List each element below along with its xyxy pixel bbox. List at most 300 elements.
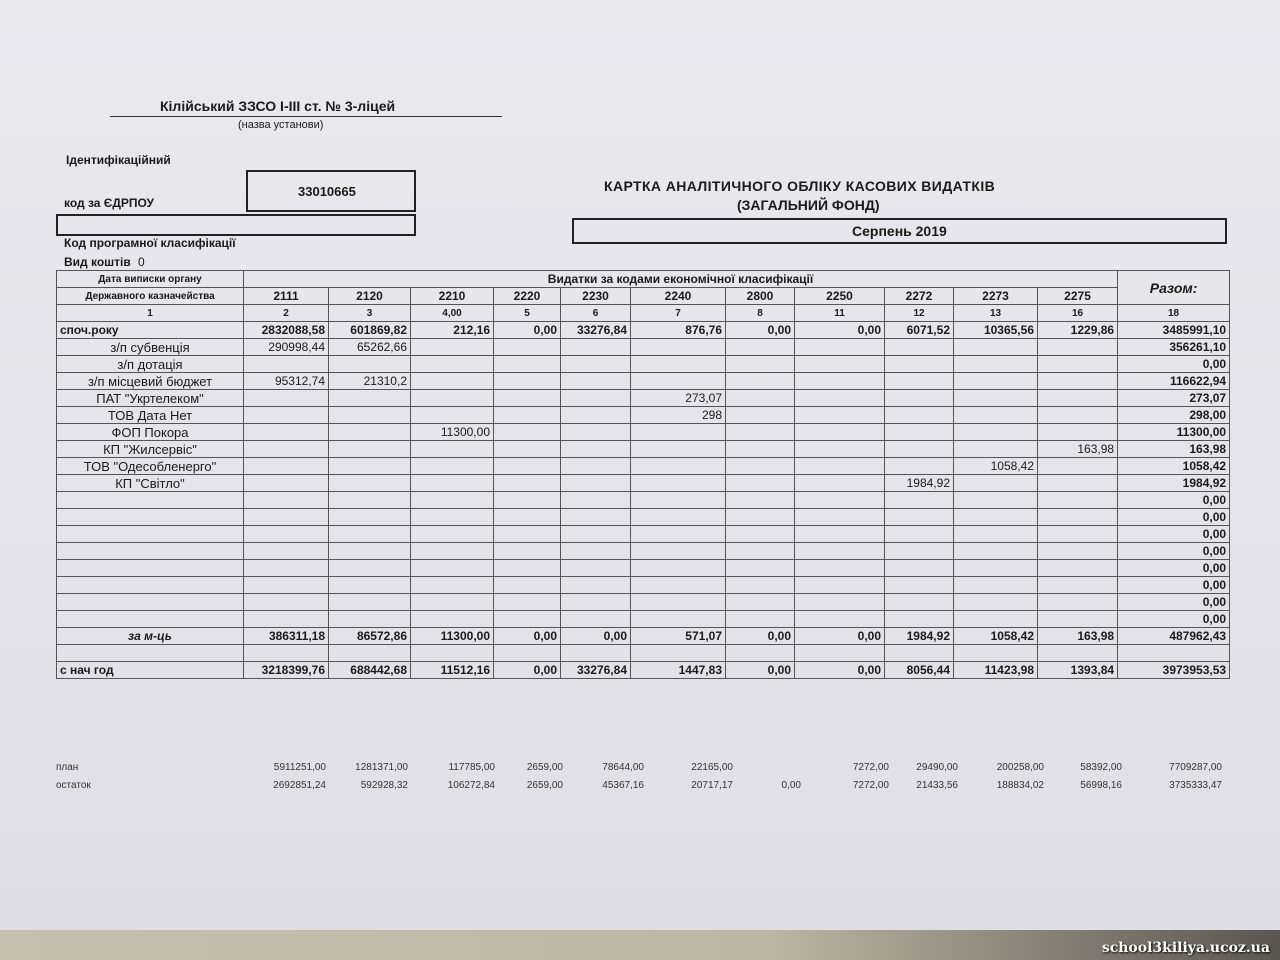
amount-cell	[726, 577, 795, 594]
amount-cell	[726, 458, 795, 475]
amount-cell	[561, 526, 631, 543]
plan-value: 5911251,00	[273, 762, 326, 773]
amount-cell: 1984,92	[885, 475, 954, 492]
row-total: 0,00	[1118, 611, 1230, 628]
amount-cell	[1038, 560, 1118, 577]
column-number: 7	[631, 305, 726, 322]
balance-value: 56998,16	[1080, 780, 1122, 791]
amount-cell	[954, 560, 1038, 577]
amount-cell	[494, 373, 561, 390]
table-row	[57, 441, 1230, 458]
row-label	[57, 611, 244, 628]
amount-cell	[1038, 594, 1118, 611]
amount-cell	[726, 526, 795, 543]
amount-cell: 0,00	[494, 322, 561, 339]
code-header: 2210	[411, 288, 494, 305]
amount-cell: 298	[631, 407, 726, 424]
row-total: 0,00	[1118, 594, 1230, 611]
row-label: споч.року	[57, 322, 244, 339]
amount-cell	[726, 594, 795, 611]
date-header-line1: Дата виписки органу	[57, 271, 244, 288]
amount-cell: 0,00	[795, 322, 885, 339]
funds-value: 0	[138, 255, 145, 269]
row-label: з/п субвенція	[57, 339, 244, 356]
plan-value: 7709287,00	[1169, 762, 1222, 773]
amount-cell: 1447,83	[631, 662, 726, 679]
desk-surface	[0, 930, 1280, 960]
amount-cell	[244, 509, 329, 526]
amount-cell	[411, 594, 494, 611]
amount-cell	[1038, 577, 1118, 594]
amount-cell	[885, 594, 954, 611]
amount-cell	[411, 611, 494, 628]
amount-cell	[631, 577, 726, 594]
amount-cell	[244, 526, 329, 543]
column-number: 6	[561, 305, 631, 322]
spacer-cell	[726, 645, 795, 662]
row-label	[57, 526, 244, 543]
amount-cell	[411, 390, 494, 407]
amount-cell	[954, 441, 1038, 458]
column-number-row	[57, 305, 1230, 322]
row-label: за м-ць	[57, 628, 244, 645]
amount-cell: 95312,74	[244, 373, 329, 390]
amount-cell	[885, 543, 954, 560]
amount-cell: 0,00	[561, 628, 631, 645]
site-watermark: school3kiliya.ucoz.ua	[1101, 940, 1270, 956]
table-row	[57, 611, 1230, 628]
amount-cell: 0,00	[795, 628, 885, 645]
institution-underline	[110, 116, 502, 117]
amount-cell	[329, 611, 411, 628]
row-total: 0,00	[1118, 509, 1230, 526]
amount-cell: 1058,42	[954, 458, 1038, 475]
amount-cell	[561, 458, 631, 475]
balance-value: 7272,00	[852, 780, 889, 791]
amount-cell	[885, 441, 954, 458]
amount-cell	[494, 526, 561, 543]
spacer-cell	[411, 645, 494, 662]
column-number: 4,00	[411, 305, 494, 322]
amount-cell: 273,07	[631, 390, 726, 407]
amount-cell	[885, 356, 954, 373]
amount-cell	[561, 543, 631, 560]
balance-value: 3735333,47	[1169, 780, 1222, 791]
amount-cell: 21310,2	[329, 373, 411, 390]
amount-cell: 0,00	[726, 662, 795, 679]
amount-cell	[954, 407, 1038, 424]
amount-cell	[885, 577, 954, 594]
amount-cell	[885, 526, 954, 543]
amount-cell	[411, 560, 494, 577]
amount-cell	[494, 560, 561, 577]
amount-cell	[1038, 509, 1118, 526]
amount-cell	[329, 424, 411, 441]
amount-cell	[1038, 407, 1118, 424]
amount-cell	[954, 424, 1038, 441]
table-row	[57, 560, 1230, 577]
amount-cell	[726, 424, 795, 441]
plan-value: 7272,00	[852, 762, 889, 773]
amount-cell	[954, 611, 1038, 628]
plan-label: план	[56, 762, 79, 773]
amount-cell	[795, 390, 885, 407]
amount-cell	[954, 390, 1038, 407]
amount-cell	[954, 526, 1038, 543]
amount-cell	[954, 475, 1038, 492]
plan-value: 22165,00	[691, 762, 733, 773]
amount-cell	[244, 458, 329, 475]
amount-cell	[885, 560, 954, 577]
spacer-cell	[885, 645, 954, 662]
amount-cell	[244, 407, 329, 424]
row-label: ТОВ Дата Нет	[57, 407, 244, 424]
amount-cell	[561, 339, 631, 356]
amount-cell	[329, 492, 411, 509]
plan-value: 117785,00	[448, 762, 495, 773]
amount-cell	[795, 543, 885, 560]
amount-cell	[885, 611, 954, 628]
plan-value: 2659,00	[526, 762, 563, 773]
amount-cell	[885, 407, 954, 424]
amount-cell	[954, 509, 1038, 526]
amount-cell: 876,76	[631, 322, 726, 339]
amount-cell	[726, 390, 795, 407]
amount-cell	[795, 373, 885, 390]
amount-cell	[795, 356, 885, 373]
column-number: 1	[57, 305, 244, 322]
code-header: 2120	[329, 288, 411, 305]
amount-cell	[726, 560, 795, 577]
amount-cell	[795, 492, 885, 509]
amount-cell	[631, 611, 726, 628]
row-label	[57, 492, 244, 509]
row-total: 11300,00	[1118, 424, 1230, 441]
column-number: 13	[954, 305, 1038, 322]
amount-cell	[726, 475, 795, 492]
amount-cell	[631, 475, 726, 492]
row-total: 273,07	[1118, 390, 1230, 407]
amount-cell	[1038, 492, 1118, 509]
row-total: 298,00	[1118, 407, 1230, 424]
amount-cell	[329, 441, 411, 458]
row-label	[57, 509, 244, 526]
amount-cell	[329, 458, 411, 475]
amount-cell	[631, 424, 726, 441]
amount-cell	[954, 543, 1038, 560]
amount-cell	[244, 424, 329, 441]
amount-cell: 386311,18	[244, 628, 329, 645]
amount-cell	[329, 390, 411, 407]
amount-cell	[561, 611, 631, 628]
balance-value: 20717,17	[691, 780, 733, 791]
amount-cell	[954, 356, 1038, 373]
amount-cell	[954, 492, 1038, 509]
amount-cell	[244, 577, 329, 594]
row-total: 116622,94	[1118, 373, 1230, 390]
amount-cell	[561, 424, 631, 441]
amount-cell	[561, 390, 631, 407]
amount-cell	[561, 441, 631, 458]
code-header: 2240	[631, 288, 726, 305]
ident-label: Ідентифікаційний	[66, 153, 171, 167]
amount-cell	[244, 543, 329, 560]
amount-cell	[726, 441, 795, 458]
amount-cell	[494, 424, 561, 441]
table-row	[57, 373, 1230, 390]
doc-subtitle: (ЗАГАЛЬНИЙ ФОНД)	[737, 197, 880, 213]
amount-cell	[795, 611, 885, 628]
table-row	[57, 509, 1230, 526]
plan-value: 29490,00	[916, 762, 958, 773]
amount-cell	[1038, 424, 1118, 441]
amount-cell: 571,07	[631, 628, 726, 645]
row-total: 0,00	[1118, 543, 1230, 560]
column-number: 2	[244, 305, 329, 322]
amount-cell: 11300,00	[411, 628, 494, 645]
plan-value: 1281371,00	[355, 762, 408, 773]
table-row	[57, 390, 1230, 407]
spacer-cell	[1118, 645, 1230, 662]
amount-cell	[411, 475, 494, 492]
edrpou-label: код за ЄДРПОУ	[64, 196, 154, 210]
row-label	[57, 543, 244, 560]
institution-caption: (назва установи)	[238, 119, 324, 131]
amount-cell	[329, 407, 411, 424]
amount-cell	[1038, 390, 1118, 407]
amount-cell	[795, 560, 885, 577]
table-row	[57, 458, 1230, 475]
amount-cell	[631, 560, 726, 577]
amount-cell	[494, 356, 561, 373]
amount-cell	[411, 441, 494, 458]
spacer-cell	[954, 645, 1038, 662]
amount-cell	[561, 577, 631, 594]
row-total: 0,00	[1118, 492, 1230, 509]
column-number: 12	[885, 305, 954, 322]
amount-cell	[561, 407, 631, 424]
amount-cell	[329, 356, 411, 373]
amount-cell	[411, 577, 494, 594]
funds-label: Вид коштів	[64, 255, 131, 269]
doc-title: КАРТКА АНАЛІТИЧНОГО ОБЛІКУ КАСОВИХ ВИДАТКІВ	[604, 178, 996, 194]
spacer-cell	[561, 645, 631, 662]
table-row	[57, 492, 1230, 509]
spacer-row	[57, 645, 1230, 662]
table-row	[57, 424, 1230, 441]
column-number: 18	[1118, 305, 1230, 322]
code-header: 2275	[1038, 288, 1118, 305]
table-row	[57, 356, 1230, 373]
amount-cell	[494, 577, 561, 594]
amount-cell	[1038, 526, 1118, 543]
amount-cell	[885, 509, 954, 526]
amount-cell	[411, 526, 494, 543]
amount-cell	[244, 560, 329, 577]
amount-cell	[244, 594, 329, 611]
amount-cell	[726, 611, 795, 628]
header-row	[57, 288, 1230, 305]
amount-cell	[631, 526, 726, 543]
spacer-cell	[795, 645, 885, 662]
amount-cell	[494, 339, 561, 356]
amount-cell	[561, 373, 631, 390]
table-row	[57, 475, 1230, 492]
amount-cell	[329, 509, 411, 526]
amount-cell	[494, 441, 561, 458]
amount-cell	[885, 492, 954, 509]
amount-cell	[411, 509, 494, 526]
row-total: 0,00	[1118, 526, 1230, 543]
amount-cell	[1038, 339, 1118, 356]
amount-cell	[885, 373, 954, 390]
amount-cell: 11300,00	[411, 424, 494, 441]
ytd-total-row	[57, 662, 1230, 679]
amount-cell	[631, 458, 726, 475]
spacer-cell	[244, 645, 329, 662]
amount-cell: 2832088,58	[244, 322, 329, 339]
row-label: КП "Світло"	[57, 475, 244, 492]
table-row	[57, 594, 1230, 611]
plan-value: 200258,00	[996, 762, 1044, 773]
spacer-cell	[57, 645, 244, 662]
amount-cell	[411, 339, 494, 356]
total-header: Разом:	[1118, 271, 1230, 305]
amount-cell: 1984,92	[885, 628, 954, 645]
edrpou-code: 33010665	[298, 184, 356, 199]
amount-cell: 1058,42	[954, 628, 1038, 645]
column-number: 11	[795, 305, 885, 322]
amount-cell	[1038, 475, 1118, 492]
amount-cell	[885, 390, 954, 407]
column-number: 16	[1038, 305, 1118, 322]
amount-cell	[494, 458, 561, 475]
amount-cell	[329, 560, 411, 577]
amount-cell: 65262,66	[329, 339, 411, 356]
amount-cell: 601869,82	[329, 322, 411, 339]
amount-cell: 163,98	[1038, 441, 1118, 458]
amount-cell: 0,00	[795, 662, 885, 679]
row-total: 3485991,10	[1118, 322, 1230, 339]
amount-cell	[561, 356, 631, 373]
amount-cell	[795, 458, 885, 475]
amount-cell	[411, 407, 494, 424]
amount-cell: 1393,84	[1038, 662, 1118, 679]
amount-cell: 0,00	[726, 322, 795, 339]
row-total: 1058,42	[1118, 458, 1230, 475]
balance-value: 0,00	[781, 780, 801, 791]
row-total: 487962,43	[1118, 628, 1230, 645]
date-header-line2: Державного казначейства	[57, 288, 244, 305]
amount-cell	[329, 526, 411, 543]
amount-cell	[631, 441, 726, 458]
amount-cell	[561, 492, 631, 509]
code-header: 2111	[244, 288, 329, 305]
row-total: 1984,92	[1118, 475, 1230, 492]
amount-cell	[795, 475, 885, 492]
table-row	[57, 339, 1230, 356]
period: Серпень 2019	[852, 223, 947, 239]
amount-cell	[1038, 458, 1118, 475]
amount-cell	[494, 492, 561, 509]
institution-name: Кілійський ЗЗСО І-ІІІ ст. № 3-ліцей	[160, 98, 396, 114]
amount-cell	[494, 543, 561, 560]
row-label: з/п дотація	[57, 356, 244, 373]
amount-cell	[631, 492, 726, 509]
row-label: ФОП Покора	[57, 424, 244, 441]
group-header: Видатки за кодами економічної класифікації	[244, 271, 1118, 288]
amount-cell	[885, 339, 954, 356]
amount-cell	[494, 509, 561, 526]
amount-cell	[411, 356, 494, 373]
amount-cell	[561, 475, 631, 492]
amount-cell	[795, 509, 885, 526]
amount-cell	[795, 441, 885, 458]
amount-cell: 0,00	[494, 662, 561, 679]
balance-value: 188834,02	[996, 780, 1044, 791]
amount-cell	[631, 373, 726, 390]
amount-cell	[631, 509, 726, 526]
row-label	[57, 577, 244, 594]
header-row	[57, 271, 1230, 288]
amount-cell: 8056,44	[885, 662, 954, 679]
amount-cell: 6071,52	[885, 322, 954, 339]
amount-cell	[726, 356, 795, 373]
amount-cell: 0,00	[726, 628, 795, 645]
amount-cell: 33276,84	[561, 662, 631, 679]
table-row	[57, 577, 1230, 594]
balance-value: 2659,00	[526, 780, 563, 791]
code-header: 2250	[795, 288, 885, 305]
amount-cell	[954, 594, 1038, 611]
amount-cell: 86572,86	[329, 628, 411, 645]
amount-cell	[244, 441, 329, 458]
amount-cell	[329, 594, 411, 611]
amount-cell: 0,00	[494, 628, 561, 645]
amount-cell	[244, 475, 329, 492]
balance-value: 106272,84	[447, 780, 495, 791]
amount-cell: 688442,68	[329, 662, 411, 679]
amount-cell: 33276,84	[561, 322, 631, 339]
amount-cell	[726, 509, 795, 526]
program-code-box	[56, 214, 416, 236]
spacer-cell	[494, 645, 561, 662]
amount-cell	[411, 492, 494, 509]
amount-cell	[244, 390, 329, 407]
amount-cell	[1038, 543, 1118, 560]
row-label	[57, 594, 244, 611]
amount-cell	[561, 509, 631, 526]
expense-ledger-table	[56, 270, 1230, 679]
amount-cell	[631, 543, 726, 560]
amount-cell: 163,98	[1038, 628, 1118, 645]
amount-cell	[795, 594, 885, 611]
amount-cell: 1229,86	[1038, 322, 1118, 339]
start-of-year-row	[57, 322, 1230, 339]
balance-label: остаток	[56, 780, 91, 791]
amount-cell	[494, 475, 561, 492]
row-label: ПАТ "Укртелеком"	[57, 390, 244, 407]
amount-cell: 10365,56	[954, 322, 1038, 339]
amount-cell: 11423,98	[954, 662, 1038, 679]
amount-cell: 212,16	[411, 322, 494, 339]
month-total-row	[57, 628, 1230, 645]
row-total: 0,00	[1118, 577, 1230, 594]
program-label: Код програмної класифікації	[64, 236, 236, 250]
amount-cell	[726, 339, 795, 356]
row-total: 3973953,53	[1118, 662, 1230, 679]
row-total: 0,00	[1118, 560, 1230, 577]
